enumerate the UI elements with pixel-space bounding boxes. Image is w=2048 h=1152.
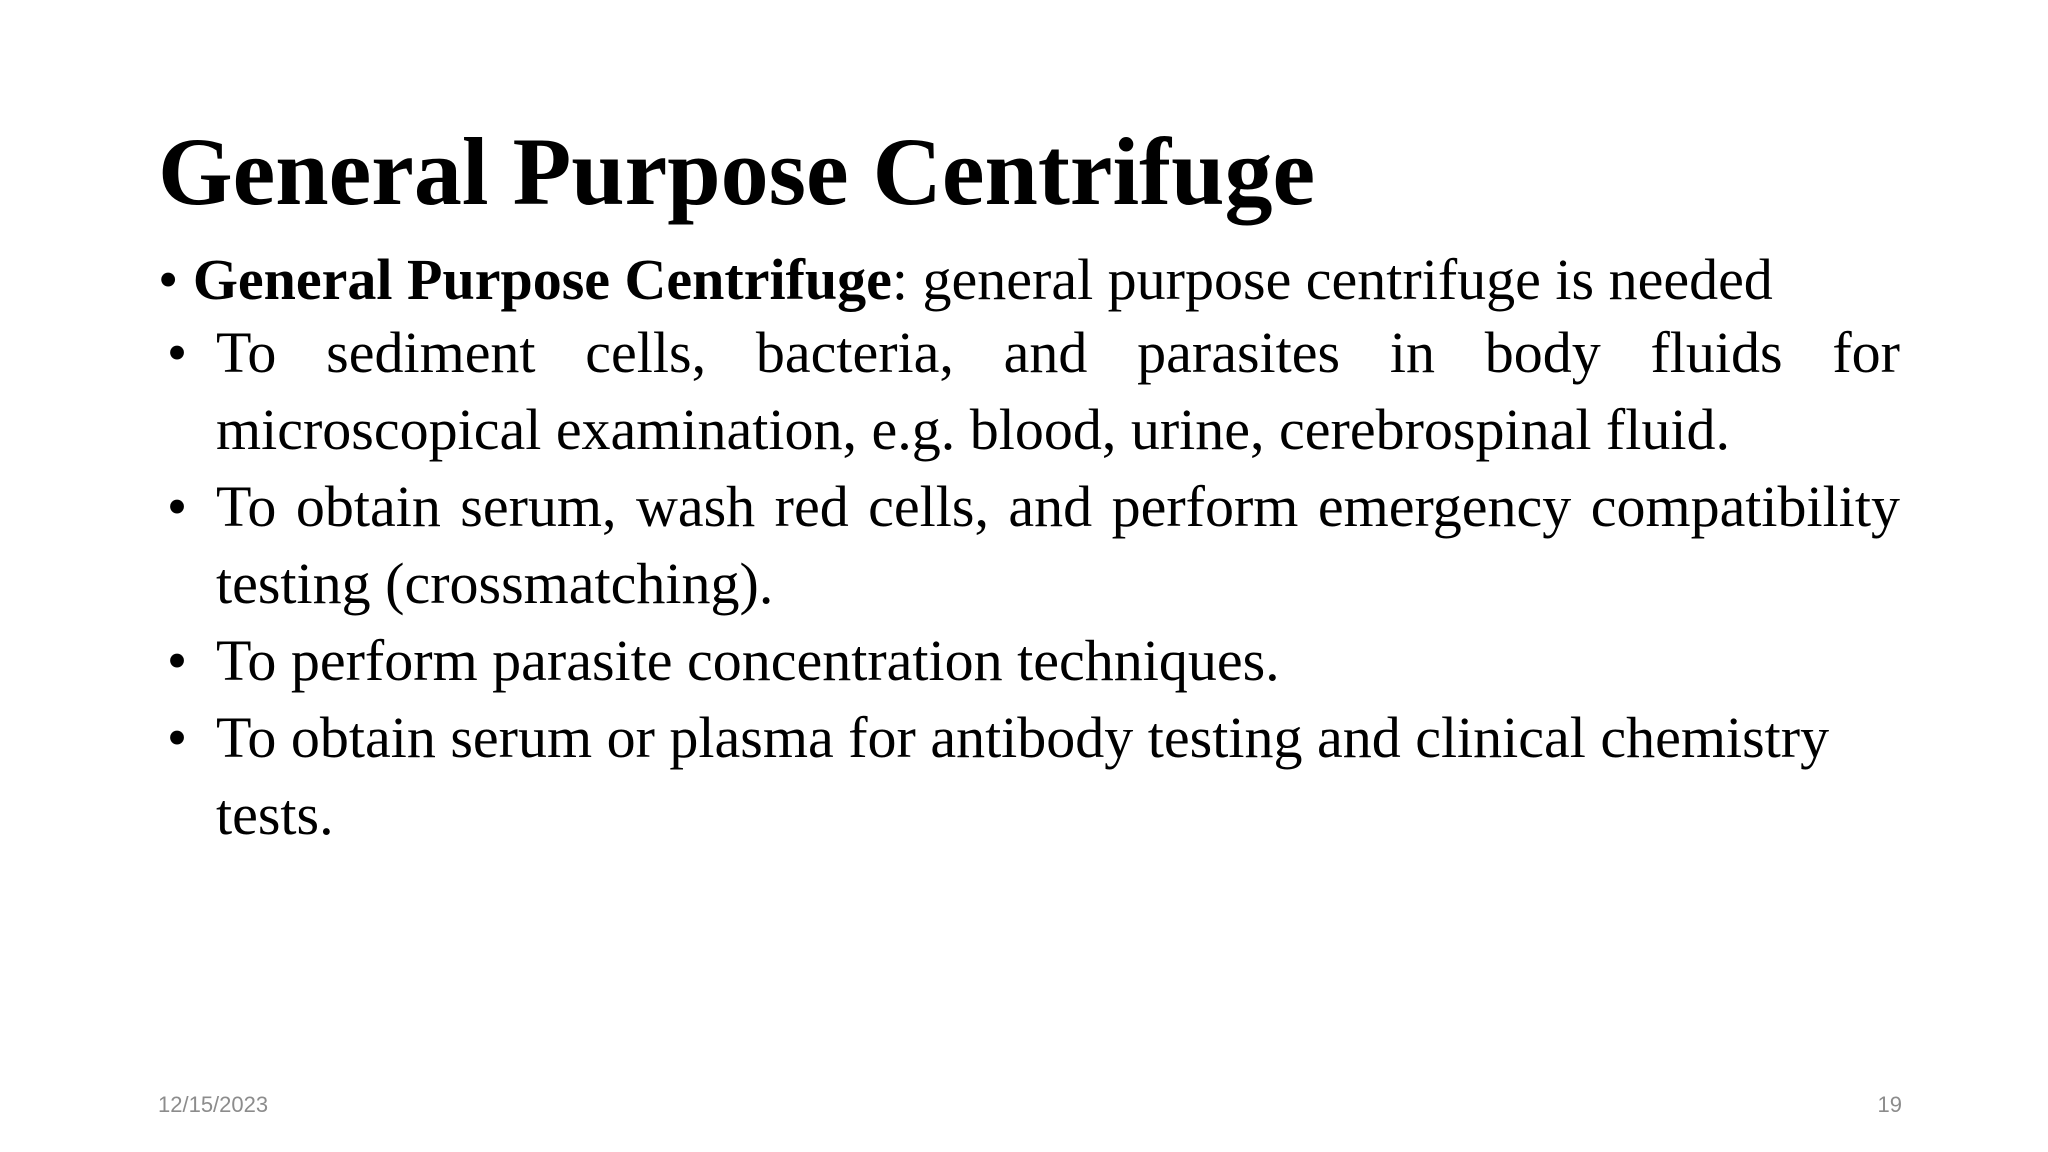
bullet-text: To perform parasite concentration techniques. xyxy=(216,628,1280,693)
bullet-list xyxy=(158,314,1900,853)
bullet-symbol: • xyxy=(166,705,188,770)
bullet-symbol: • xyxy=(166,320,188,385)
bullet-item xyxy=(158,699,1900,853)
bullet-item xyxy=(158,622,1900,699)
bullet-symbol: • xyxy=(166,474,188,539)
footer-page-number: 19 xyxy=(1877,1092,1902,1117)
footer-date: 12/15/2023 xyxy=(158,1092,269,1117)
slide-title: General Purpose Centrifuge xyxy=(158,118,1316,225)
bullet-text: To sediment cells, bacteria, and parasites in body fluids for microscopical examination, e.g. blood, urine, cerebrospinal fluid. xyxy=(216,320,1900,462)
bullet-symbol: • xyxy=(166,628,188,693)
intro-bold-term: General Purpose Centrifuge xyxy=(192,247,892,312)
bullet-text: To obtain serum, wash red cells, and perform emergency compatibility testing (crossmatching). xyxy=(216,474,1900,616)
intro-bullet-symbol: • xyxy=(158,247,179,312)
bullet-item xyxy=(158,468,1900,622)
intro-rest-text: : general purpose centrifuge is needed xyxy=(891,247,1773,312)
intro-line xyxy=(158,242,1898,318)
bullet-item xyxy=(158,314,1900,468)
bullet-text: To obtain serum or plasma for antibody testing and clinical chemistry tests. xyxy=(216,705,1830,847)
